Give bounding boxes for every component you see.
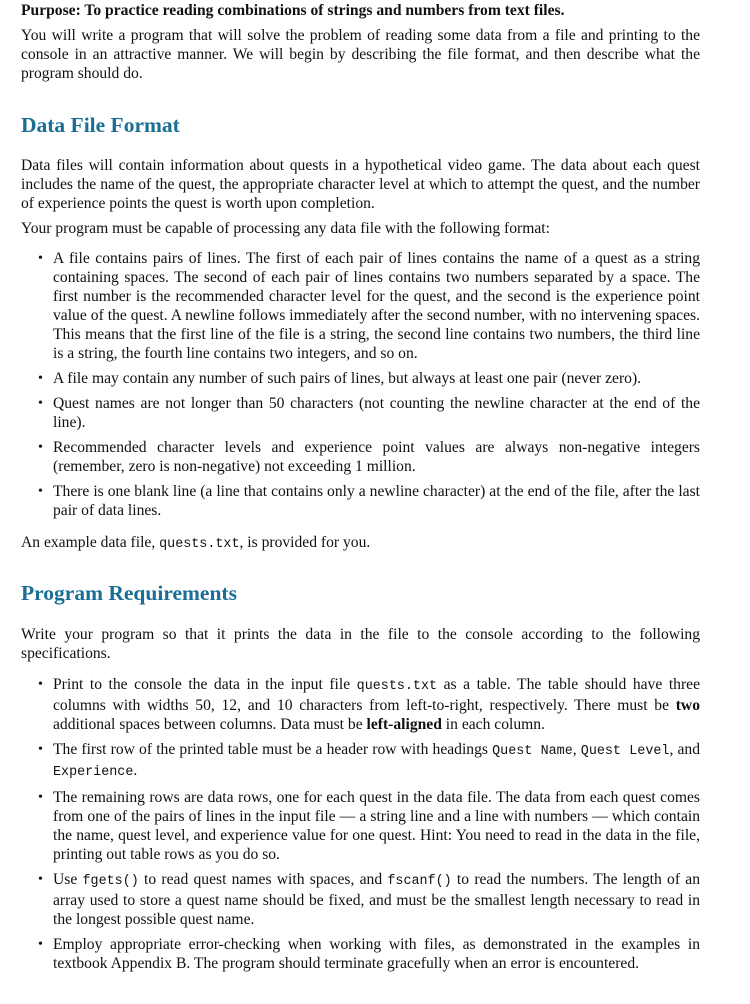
inline-code: fgets() (82, 874, 139, 889)
section-heading-program-requirements: Program Requirements (21, 581, 237, 605)
format-rules-list (37, 249, 700, 520)
list-item-text: Quest names are not longer than 50 characters (not counting the newline character at the end of the line). (53, 395, 700, 431)
data-file-description: Data files will contain information about quests in a hypothetical video game. The data about each quest includes the name of the quest, the appropriate character level at which to attempt the quest, and the number of experience points the quest is worth upon completion. (21, 157, 700, 212)
text: in each column. (441, 716, 545, 733)
text: to read the numbers. The length of an array used to store a quest name should be fixed, and must be the smallest length necessary to read in the longest possible quest name. (53, 871, 700, 928)
list-item (37, 369, 700, 388)
list-item-text (53, 741, 700, 779)
inline-code: Quest Name (492, 744, 573, 759)
example-file-note (21, 533, 700, 554)
list-item-text (53, 676, 700, 733)
example-text: , is provided for you. (239, 534, 371, 551)
text: , (572, 741, 581, 758)
purpose-statement: Purpose: To practice reading combinations of strings and numbers from text files. (21, 2, 565, 19)
text: as a table. The table should have three columns with widths 50, 12, and 10 characters from left-to-right, respectively. There must be (53, 676, 700, 714)
bullet-icon: • (38, 371, 43, 386)
example-filename: quests.txt (159, 537, 240, 552)
example-text: An example data file, (21, 534, 160, 551)
list-item (37, 788, 700, 864)
section-heading-data-file-format: Data File Format (21, 113, 180, 137)
list-item (37, 870, 700, 929)
text: additional spaces between columns. Data must be (53, 716, 367, 733)
list-item (37, 482, 700, 520)
list-item-text: The remaining rows are data rows, one for each quest in the data file. The data from each quest comes from one of the pairs of lines in the input file — a string line and a line with numbers — which contain the name, quest level, and experience value for one quest. Hint: You need to read in the data in the file, printing out table rows as you do so. (53, 789, 700, 863)
inline-code: fscanf() (387, 874, 452, 889)
text: , and (669, 741, 700, 758)
text: The first row of the printed table must be a header row with headings (53, 741, 493, 758)
text: . (133, 762, 138, 779)
list-item-text: There is one blank line (a line that contains only a newline character) at the end of the file, after the last pair of data lines. (53, 483, 700, 519)
list-item-text (53, 871, 700, 928)
text: Print to the console the data in the input file (53, 676, 357, 693)
bullet-icon: • (38, 937, 43, 952)
format-intro: Your program must be capable of processing any data file with the following format: (21, 220, 550, 237)
bullet-icon: • (38, 440, 43, 455)
list-item-text: Employ appropriate error-checking when working with files, as demonstrated in the examples in textbook Appendix B. The program should terminate gracefully when an error is encountered. (53, 936, 700, 972)
list-item-text: A file may contain any number of such pairs of lines, but always at least one pair (never zero). (53, 370, 642, 387)
list-item (37, 394, 700, 432)
bullet-icon: • (38, 742, 43, 757)
bullet-icon: • (38, 396, 43, 411)
list-item-text: Recommended character levels and experience point values are always non-negative integers (remember, zero is non-negative) not exceeding 1 million. (53, 439, 700, 475)
requirements-list (37, 675, 700, 973)
bullet-icon: • (38, 790, 43, 805)
intro-paragraph: You will write a program that will solve the problem of reading some data from a file and printing to the console in an attractive manner. We will begin by describing the file format, and then describe what the program should do. (21, 27, 700, 82)
bold-text: left-aligned (366, 716, 442, 733)
bullet-icon: • (38, 677, 43, 692)
requirements-intro: Write your program so that it prints the data in the file to the console according to the following specifications. (21, 626, 700, 662)
list-item (37, 249, 700, 363)
bullet-icon: • (38, 484, 43, 499)
text: Use (53, 871, 83, 888)
text: to read quest names with spaces, and (138, 871, 388, 888)
bold-text: two (675, 697, 700, 714)
list-item-text: A file contains pairs of lines. The first of each pair of lines contains the name of a quest as a string containing spaces. The second of each pair of lines contains two numbers separated by a space. The first number is the recommended character level for the quest, and the second is the experience point value of the quest. A newline follows immediately after the second number, with no intervening spaces. This means that the first line of the file is a string, the second line contains two numbers, the third line is a string, the fourth line contains two integers, and so on. (53, 250, 700, 362)
bullet-icon: • (38, 872, 43, 887)
list-item (37, 935, 700, 973)
inline-code: Quest Level (580, 744, 670, 759)
bullet-icon: • (38, 251, 43, 266)
inline-code: quests.txt (356, 679, 438, 694)
inline-code: Experience (53, 765, 134, 780)
list-item (37, 438, 700, 476)
list-item (37, 675, 700, 734)
list-item (37, 740, 700, 782)
